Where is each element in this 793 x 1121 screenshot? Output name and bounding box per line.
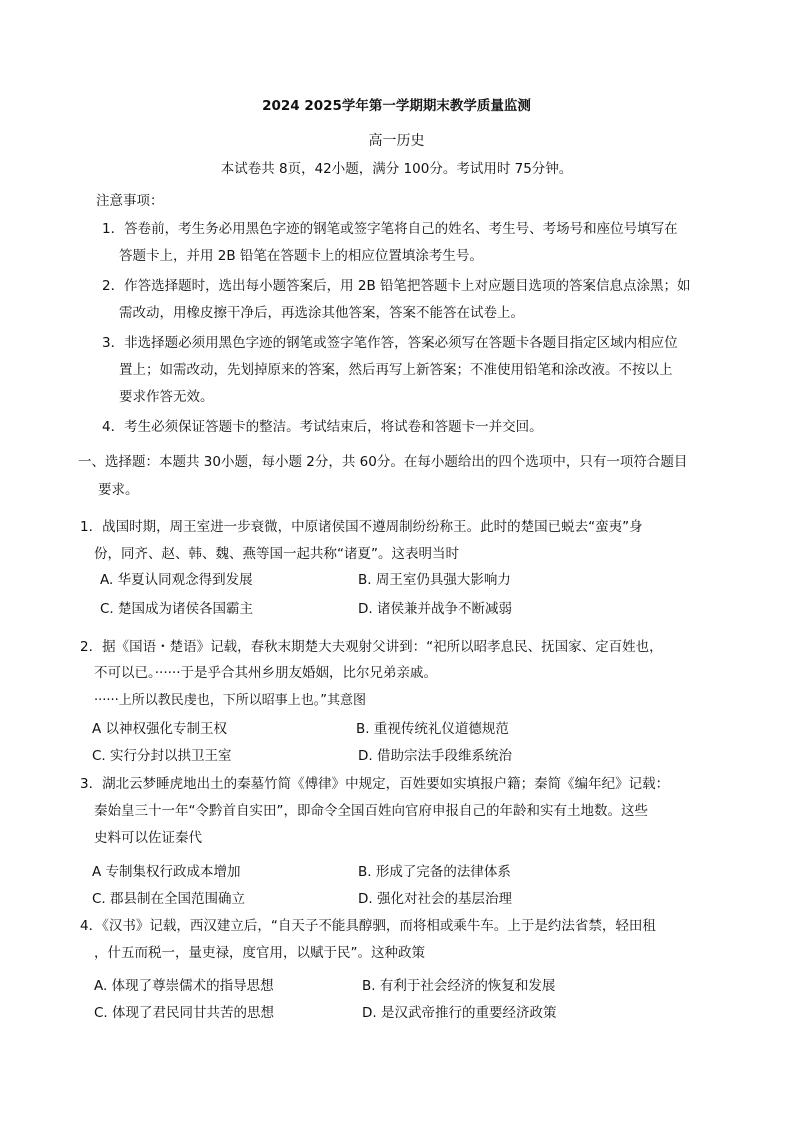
question-3-option-a[interactable]: A 专制集权行政成本增加	[92, 864, 241, 880]
exam-info: 本试卷共 8页，42小题，满分 100分。考试用时 75分钟。	[220, 161, 573, 177]
section-heading-line-2: 要求。	[98, 482, 139, 498]
question-2-line-2: 不可以已。······于是乎合其州乡朋友婚姻，比尔兄弟亲戚。	[94, 665, 437, 681]
question-1-option-d[interactable]: D. 诸侯兼并战争不断减弱	[358, 601, 512, 617]
question-3-line-1: 3．湖北云梦睡虎地出土的秦墓竹简《傅律》中规定，百姓要如实填报户籍；秦简《编年纪》记载：	[80, 776, 670, 792]
subject-title: 高一历史	[368, 133, 425, 149]
question-4-option-c[interactable]: C. 体现了君民同甘共苦的思想	[94, 1005, 275, 1021]
question-1-option-c[interactable]: C. 楚国成为诸侯各国霸主	[100, 601, 254, 617]
question-3-option-c[interactable]: C. 郡县制在全国范围确立	[92, 891, 246, 907]
notice-item-3-line-2: 置上；如需改动，先划掉原来的答案，然后再写上新答案；不准使用铅笔和涂改液。不按以上	[119, 362, 673, 378]
question-1-option-a[interactable]: A. 华夏认同观念得到发展	[100, 572, 253, 588]
question-2-option-a[interactable]: A 以神权强化专制王权	[92, 721, 228, 737]
notice-item-2-line-1: 2．作答选择题时，选出每小题答案后，用 2B 铅笔把答题卡上对应题目选项的答案信息点涂黑；如	[102, 278, 691, 294]
question-4-line-1: 4．《汉书》记载，西汉建立后，“自天子不能具醇驷，而将相或乘牛车。上于是约法省禁，轻田租	[80, 918, 656, 934]
exam-title: 2024 2025学年第一学期期末教学质量监测	[262, 98, 531, 114]
question-1-line-1: 1．战国时期，周王室进一步衰微，中原诸侯国不遵周制纷纷称王。此时的楚国已蜕去“蛮夷”身	[80, 519, 643, 535]
question-4-line-2: ，什五而税一，量吏禄，度官用，以赋于民”。这种政策	[94, 945, 425, 961]
question-4-option-a[interactable]: A. 体现了尊崇儒术的指导思想	[94, 978, 274, 994]
notice-item-1-line-1: 1．答卷前，考生务必用黑色字迹的钢笔或签字笔将自己的姓名、考生号、考场号和座位号填写在	[102, 221, 678, 237]
question-3-line-3: 史料可以佐证秦代	[94, 830, 202, 846]
question-3-line-2: 秦始皇三十一年“令黔首自实田”，即命令全国百姓向官府申报自己的年龄和实有土地数。这些	[94, 803, 648, 819]
question-3-option-d[interactable]: D. 强化对社会的基层治理	[358, 891, 512, 907]
question-1-option-b[interactable]: B. 周王室仍具强大影响力	[358, 572, 511, 588]
question-4-option-d[interactable]: D. 是汉武帝推行的重要经济政策	[362, 1005, 557, 1021]
notice-item-1-line-2: 答题卡上，并用 2B 铅笔在答题卡上的相应位置填涂考生号。	[119, 248, 483, 264]
question-4-option-b[interactable]: B. 有利于社会经济的恢复和发展	[362, 978, 556, 994]
notice-item-3-line-3: 要求作答无效。	[119, 389, 214, 405]
question-2-option-d[interactable]: D. 借助宗法手段维系统治	[358, 748, 512, 764]
notice-heading: 注意事项：	[96, 193, 164, 209]
question-2-option-c[interactable]: C. 实行分封以拱卫王室	[92, 748, 232, 764]
section-heading-line-1: 一、选择题：本题共 30小题，每小题 2分，共 60分。在每小题给出的四个选项中，只有一项符合题目	[78, 454, 688, 470]
question-2-line-3: ······上所以教民虔也，下所以昭事上也。”其意图	[94, 693, 367, 708]
notice-item-2-line-2: 需改动，用橡皮擦干净后，再选涂其他答案，答案不能答在试卷上。	[119, 305, 524, 321]
question-3-option-b[interactable]: B. 形成了完备的法律体系	[358, 864, 511, 880]
notice-item-3-line-1: 3．非选择题必须用黑色字迹的钢笔或签字笔作答，答案必须写在答题卡各题目指定区域内相应位	[102, 335, 678, 351]
question-2-line-1: 2．据《国语・楚语》记载，春秋末期楚大夫观射父讲到：“祀所以昭孝息民、抚国家、定百姓也，	[80, 639, 663, 655]
question-2-option-b[interactable]: B. 重视传统礼仪道德规范	[356, 721, 509, 737]
notice-item-4-line-1: 4．考生必须保证答题卡的整洁。考试结束后，将试卷和答题卡一并交回。	[102, 419, 543, 435]
question-1-line-2: 份，同齐、赵、韩、魏、燕等国一起共称“诸夏”。这表明当时	[94, 546, 459, 562]
